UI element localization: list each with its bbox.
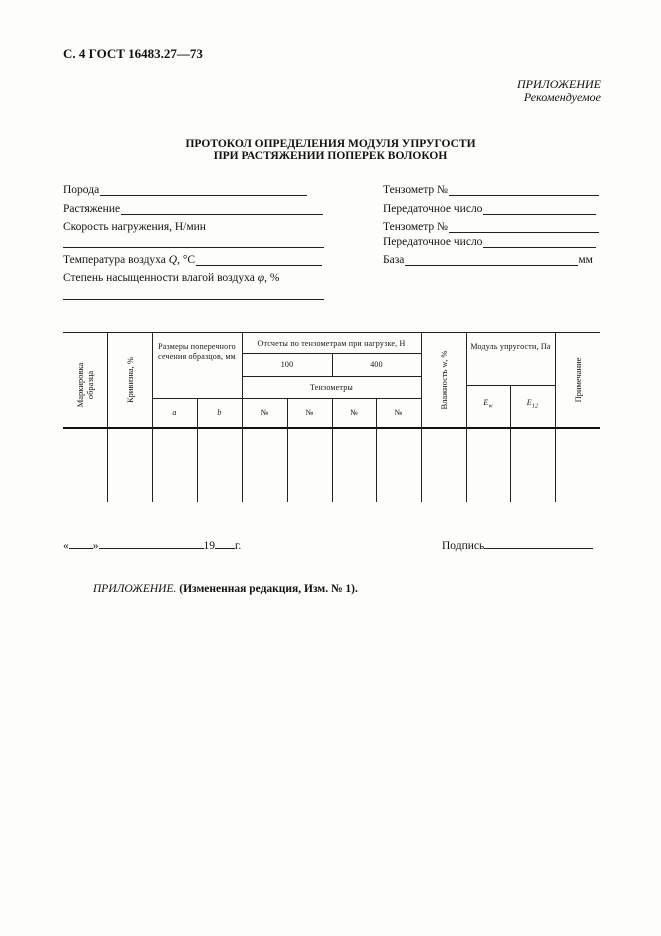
load-100: 100 <box>280 360 294 369</box>
field-tension <box>63 203 323 215</box>
field-ratio-2-label: Передаточное число <box>383 236 483 248</box>
signature-label: Подпись <box>442 540 485 552</box>
col-e12-symbol: E <box>526 398 532 407</box>
col-e12 <box>510 398 555 412</box>
field-air-temperature <box>63 254 322 266</box>
field-tensometer-2-input[interactable] <box>449 222 599 233</box>
col-ew-subscript: w <box>488 403 493 410</box>
table-rule <box>242 376 421 377</box>
date-close-quote: » <box>92 540 99 552</box>
field-humidity-input[interactable] <box>63 299 324 300</box>
table-row[interactable] <box>63 429 600 502</box>
col-dim-b: b <box>217 408 222 417</box>
date-year-prefix: 19 <box>203 540 215 552</box>
field-base <box>383 254 593 266</box>
table-top-border <box>63 332 600 333</box>
tens-no-4: № <box>394 408 403 417</box>
appendix-label: ПРИЛОЖЕНИЕ <box>517 77 601 91</box>
col-marking <box>75 340 95 430</box>
date-year-suffix: г. <box>235 540 242 552</box>
field-tensometer-1 <box>383 184 599 196</box>
document-title <box>0 138 661 162</box>
col-readings: Отсчеты по тензометрам при нагрузке, Н <box>257 339 406 348</box>
appendix-block <box>517 78 601 104</box>
field-tensometer-2 <box>383 221 599 233</box>
field-loading-speed-input[interactable] <box>63 247 324 248</box>
tensometers-label: Тензометры <box>310 383 353 392</box>
date-year-input[interactable] <box>215 548 235 549</box>
col-e12-subscript: 12 <box>531 403 539 410</box>
col-ew <box>466 398 510 412</box>
field-species-input[interactable] <box>100 185 307 196</box>
field-humidity-unit: , % <box>264 272 280 284</box>
date-open-quote: « <box>63 540 69 552</box>
date-day-input[interactable] <box>69 548 93 549</box>
field-air-temperature-unit: , °С <box>177 254 196 266</box>
col-ew-symbol: E <box>483 398 489 407</box>
field-loading-speed <box>63 221 206 233</box>
col-modulus: Модуль упругости, Па <box>470 342 551 351</box>
field-air-temperature-label: Температура воздуха <box>63 254 166 266</box>
signature-input[interactable] <box>484 548 593 549</box>
field-base-input[interactable] <box>405 255 578 266</box>
field-tension-label: Растяжение <box>63 203 121 215</box>
edition-note <box>93 583 358 595</box>
edition-note-label: ПРИЛОЖЕНИЕ. <box>93 583 177 595</box>
field-species-label: Порода <box>63 184 100 196</box>
tens-no-2: № <box>305 408 314 417</box>
tens-no-3: № <box>350 408 358 417</box>
edition-note-text: (Измененная редакция, Изм. № 1). <box>179 583 358 595</box>
field-loading-speed-label: Скорость нагружения, Н/мин <box>63 221 206 233</box>
tens-no-1: № <box>260 408 269 417</box>
field-air-temperature-input[interactable] <box>196 255 322 266</box>
title-line-1: ПРОТОКОЛ ОПРЕДЕЛЕНИЯ МОДУЛЯ УПРУГОСТИ <box>185 138 476 150</box>
title-line-2: ПРИ РАСТЯЖЕНИИ ПОПЕРЕК ВОЛОКОН <box>213 150 448 162</box>
col-note: Примечание <box>573 357 583 403</box>
field-tensometer-1-input[interactable] <box>449 185 599 196</box>
col-dim-a: a <box>172 408 177 417</box>
field-ratio-1-input[interactable] <box>483 204 596 215</box>
field-tension-input[interactable] <box>121 204 323 215</box>
load-400: 400 <box>370 360 383 369</box>
date-month-input[interactable] <box>99 548 204 549</box>
field-tensometer-2-label: Тензометр № <box>383 221 448 233</box>
field-base-unit: мм <box>578 254 593 266</box>
field-ratio-1-label: Передаточное число <box>383 203 483 215</box>
field-humidity-label: Степень насыщенности влагой воздуха <box>63 272 255 284</box>
field-species <box>63 184 307 196</box>
protocol-table <box>63 332 600 502</box>
field-humidity <box>63 272 279 284</box>
col-dimensions: Размеры поперечного сечения образцов, мм <box>158 342 236 361</box>
field-ratio-2 <box>383 236 596 248</box>
field-ratio-2-input[interactable] <box>483 237 596 248</box>
col-marking-label: Маркировка образца <box>75 362 95 408</box>
date-field <box>63 540 241 552</box>
field-ratio-1 <box>383 203 596 215</box>
field-base-label: База <box>383 254 405 266</box>
field-tensometer-1-label: Тензометр № <box>383 184 448 196</box>
col-moisture: Влажность w, % <box>439 350 449 410</box>
signature-field <box>442 540 593 552</box>
col-curvature: Кривизна, % <box>125 356 135 404</box>
appendix-status: Рекомендуемое <box>523 90 601 104</box>
field-air-temperature-symbol: Q <box>168 254 178 266</box>
field-humidity-symbol: φ <box>257 272 265 284</box>
page-header: С. 4 ГОСТ 16483.27—73 <box>63 46 203 61</box>
